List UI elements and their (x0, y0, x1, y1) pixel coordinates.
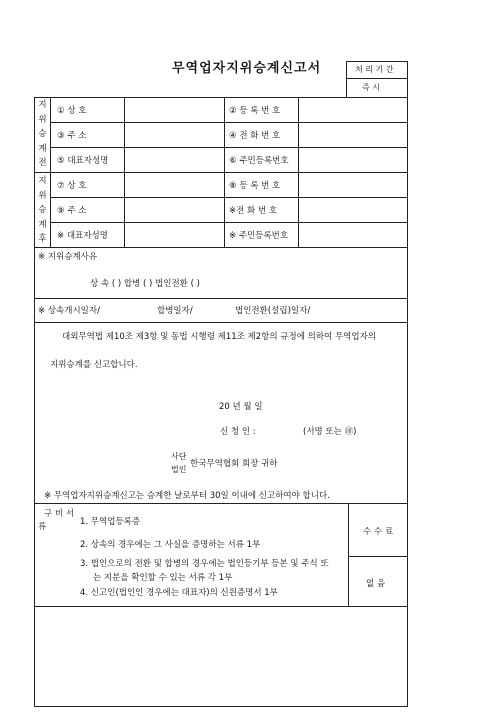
form-border-bottom (34, 706, 408, 707)
reason-options[interactable]: 상 속 ( ) 합병 ( ) 법인전환 ( ) (90, 279, 200, 289)
field-label-resident-number: ※ 주민등록번호 (229, 231, 289, 241)
applicant-label: 신 청 인 : (220, 427, 256, 437)
declaration-line-1: 대외무역법 제10조 제3항 및 동법 시행령 제11조 제2항의 규정에 의하여 무역업자의 (62, 332, 377, 342)
company-name-field[interactable] (125, 173, 224, 197)
transferee-section-label (36, 176, 49, 244)
transferor-section-label (36, 100, 49, 168)
divider (34, 322, 408, 323)
processing-period-value: 즉 시 (362, 83, 380, 92)
org-prefix: 사단 (171, 452, 187, 461)
section-label-char: 지 (38, 100, 47, 110)
section-label-char: 위 (38, 190, 47, 201)
divider (346, 61, 408, 62)
resident-number-field[interactable] (299, 148, 407, 172)
divider (346, 78, 408, 79)
processing-period-label: 처 리 기 간 (355, 65, 394, 74)
representative-field[interactable] (125, 223, 224, 247)
company-name-field[interactable] (125, 98, 224, 122)
document-item: 1. 무역업등록증 (80, 517, 141, 527)
form-border-right (407, 97, 408, 707)
section-label-char: 승 (38, 205, 47, 215)
section-label-char: 계 (38, 219, 47, 230)
signature-placeholder[interactable]: (서명 또는 ㊞) (303, 427, 357, 437)
reason-label: ※ 지위승계사유 (38, 252, 98, 262)
divider (348, 556, 408, 557)
declaration-line-2: 지위승계를 신고합니다. (50, 360, 138, 370)
field-label-company-name: ① 상 호 (57, 106, 87, 116)
phone-field[interactable] (299, 198, 407, 222)
document-item: 는 지분을 확인할 수 있는 서류 각 1부 (93, 573, 233, 583)
divider (346, 61, 347, 97)
field-label-phone: ※전 화 번 호 (229, 206, 278, 216)
section-label-char: 전 (38, 158, 47, 168)
divider (348, 503, 349, 607)
field-label-phone: ④ 전 화 번 호 (229, 131, 281, 141)
section-label-char: 지 (38, 176, 47, 186)
documents-label: 구 비 서 (44, 509, 75, 519)
document-item: 2. 상속의 경우에는 그 사실을 증명하는 서류 1부 (80, 540, 261, 550)
section-label-char: 승 (38, 129, 47, 139)
section-label-char: 위 (38, 114, 47, 125)
document-item: 4. 신고인(법인인 경우에는 대표자)의 신원증명서 1부 (80, 588, 278, 598)
form-border-left (34, 97, 35, 707)
section-label-char: 후 (38, 234, 47, 244)
field-label-representative: ⑤ 대표자성명 (57, 156, 109, 166)
conversion-date-label: 법인전환(설립)일자/ (235, 306, 311, 316)
representative-field[interactable] (125, 148, 224, 172)
recipient: 한국무역협회 회장 귀하 (190, 459, 278, 469)
field-label-resident-number: ⑥ 주민등록번호 (229, 156, 289, 166)
documents-label: 류 (38, 522, 47, 532)
field-label-registration-number: ⑧ 등 록 번 호 (229, 181, 281, 191)
divider (34, 298, 408, 299)
merger-date-label: 합병일자/ (157, 306, 193, 316)
phone-field[interactable] (299, 123, 407, 147)
document-item: 3. 법인으로의 전환 및 합병의 경우에는 법인등기부 등본 및 주식 또 (80, 559, 329, 569)
registration-number-field[interactable] (299, 173, 407, 197)
inheritance-date-label: ※ 상속개시일자/ (38, 306, 100, 316)
field-label-company-name: ⑦ 상 호 (57, 181, 87, 191)
section-label-char: 계 (38, 143, 47, 154)
field-label-representative: ※ 대표자성명 (57, 231, 108, 241)
declaration-date[interactable]: 20 년 월 일 (219, 402, 263, 412)
filing-notice: ※ 무역업자지위승계신고는 승계한 날로부터 30일 이내에 신고하여야 합니다. (44, 491, 330, 501)
divider (407, 61, 408, 97)
field-label-address: ③ 주 소 (57, 131, 87, 141)
fee-label: 수 수 료 (363, 527, 394, 537)
registration-number-field[interactable] (299, 98, 407, 122)
divider (34, 247, 408, 248)
fee-value: 없 음 (366, 579, 386, 589)
org-prefix: 법인 (171, 465, 187, 474)
address-field[interactable] (125, 123, 224, 147)
form-title: 무역업자지위승계신고서 (172, 61, 322, 76)
field-label-registration-number: ② 등 록 번 호 (229, 106, 281, 116)
field-label-address: ⑨ 주 소 (57, 206, 87, 216)
divider (34, 606, 408, 607)
address-field[interactable] (125, 198, 224, 222)
resident-number-field[interactable] (299, 223, 407, 247)
divider (34, 503, 408, 504)
